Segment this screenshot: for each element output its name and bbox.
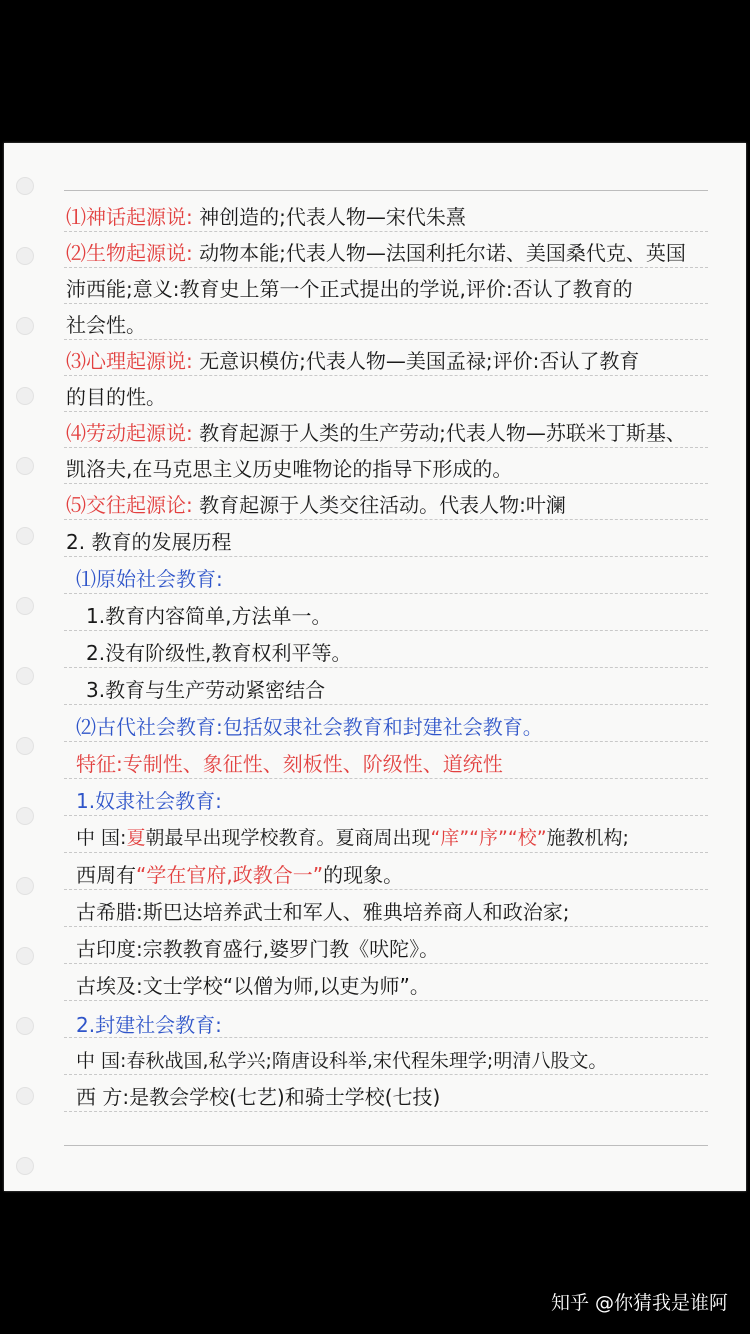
ruled-line — [64, 519, 708, 520]
subsection-heading-slave — [76, 788, 222, 814]
ruled-line — [64, 815, 708, 816]
line-text: 古希腊:斯巴达培养武士和军人、雅典培养商人和政治家; — [76, 900, 570, 924]
heading-label: ⑸交往起源论: — [66, 493, 193, 517]
line-text: 的现象。 — [323, 863, 404, 887]
binder-hole — [16, 667, 34, 685]
line-text: 沛西能;意义:教育史上第一个正式提出的学说,评价:否认了教育的 — [66, 277, 633, 301]
ruled-line — [64, 339, 708, 340]
heading-label: 2.封建社会教育: — [76, 1013, 222, 1037]
list-item — [86, 677, 325, 703]
heading-label: 1.奴隶社会教育: — [76, 789, 222, 813]
ruled-line — [64, 556, 708, 557]
note-line-labor-origin — [66, 420, 686, 446]
line-text: 教育起源于人类交往活动。代表人物:叶澜 — [192, 493, 566, 517]
binder-hole — [16, 177, 34, 195]
heading-label: ⑴原始社会教育: — [76, 567, 223, 591]
ruled-line — [64, 852, 708, 853]
ruled-line — [64, 1074, 708, 1075]
binder-hole — [16, 317, 34, 335]
line-text: 无意识模仿;代表人物—美国孟禄;评价:否认了教育 — [192, 349, 640, 373]
ruled-line — [64, 267, 708, 268]
binder-hole — [16, 877, 34, 895]
note-line — [66, 384, 166, 410]
ruled-line — [64, 593, 708, 594]
heading-label: ⑵古代社会教育:包括奴隶社会教育和封建社会教育。 — [76, 715, 543, 739]
subsection-heading-primitive — [76, 566, 223, 592]
note-line-china-feudal — [76, 1048, 607, 1074]
ruled-line — [64, 704, 708, 705]
line-text: 2. 教育的发展历程 — [66, 530, 232, 554]
binder-hole — [16, 527, 34, 545]
ruled-line — [64, 231, 708, 232]
list-item — [86, 640, 351, 666]
ruled-line — [64, 483, 708, 484]
features-line — [76, 751, 503, 777]
ruled-line — [64, 411, 708, 412]
ruled-line — [64, 447, 708, 448]
note-line-myth-origin — [66, 204, 466, 230]
binder-hole — [16, 807, 34, 825]
note-line — [66, 276, 633, 302]
line-text: 社会性。 — [66, 313, 146, 337]
binder-hole — [16, 1157, 34, 1175]
ruled-line — [64, 667, 708, 668]
heading-label: ⑵生物起源说: — [66, 241, 193, 265]
features-text: 特征:专制性、象征性、刻板性、阶级性、道统性 — [76, 752, 503, 776]
note-line-china-slave — [76, 825, 629, 851]
ruled-line — [64, 741, 708, 742]
line-text: 教育起源于人类的生产劳动;代表人物—苏联米丁斯基、 — [192, 421, 686, 445]
line-text: 朝最早出现学校教育。夏商周出现 — [145, 827, 431, 849]
line-text: 凯洛夫,在马克思主义历史唯物论的指导下形成的。 — [66, 457, 513, 481]
highlight-text: “庠”“序”“校” — [430, 827, 547, 849]
ruled-line — [64, 375, 708, 376]
line-text: 3.教育与生产劳动紧密结合 — [86, 678, 326, 702]
subsection-heading-feudal — [76, 1012, 222, 1038]
watermark: 知乎 @你猜我是谁阿 — [550, 1292, 728, 1314]
highlight-text: 夏 — [126, 827, 146, 849]
heading-label: ⑷劳动起源说: — [66, 421, 193, 445]
binder-hole — [16, 597, 34, 615]
line-text: 的目的性。 — [66, 385, 166, 409]
note-line-west-feudal — [76, 1084, 440, 1110]
line-text: 2.没有阶级性,教育权利平等。 — [86, 641, 352, 665]
ruled-line — [64, 1111, 708, 1112]
ruled-line — [64, 1000, 708, 1001]
binder-hole — [16, 457, 34, 475]
list-item — [86, 603, 331, 629]
binder-hole — [16, 947, 34, 965]
line-text: 古埃及:文士学校“以僧为师,以吏为师”。 — [76, 974, 430, 998]
note-line-bio-origin — [66, 240, 686, 266]
line-text: 神创造的;代表人物—宋代朱熹 — [192, 205, 466, 229]
page-bottom-rule — [64, 1145, 708, 1146]
line-text: 施教机构; — [546, 827, 629, 849]
highlight-text: “学在官府,政教合一” — [136, 863, 324, 887]
line-text: 中 国:春秋战国,私学兴;隋唐设科举,宋代程朱理学;明清八股文。 — [76, 1050, 608, 1072]
binder-hole — [16, 737, 34, 755]
ruled-line — [64, 889, 708, 890]
note-line-egypt — [76, 973, 430, 999]
binder-hole — [16, 387, 34, 405]
note-line-psych-origin — [66, 348, 639, 374]
page-top-rule — [64, 190, 708, 191]
ruled-line — [64, 963, 708, 964]
note-line — [66, 456, 512, 482]
subsection-heading-ancient — [76, 714, 543, 740]
binder-hole — [16, 1017, 34, 1035]
note-line — [76, 862, 403, 888]
line-text: 古印度:宗教教育盛行,婆罗门教《吠陀》。 — [76, 937, 440, 961]
line-text: 1.教育内容简单,方法单一。 — [86, 604, 332, 628]
ruled-line — [64, 630, 708, 631]
line-text: 中 国: — [76, 827, 127, 849]
line-text: 西 方:是教会学校(七艺)和骑士学校(七技) — [76, 1085, 441, 1109]
note-line-greece — [76, 899, 569, 925]
heading-label: ⑶心理起源说: — [66, 349, 193, 373]
heading-label: ⑴神话起源说: — [66, 205, 193, 229]
ruled-line — [64, 778, 708, 779]
binder-hole — [16, 1087, 34, 1105]
note-line-comm-origin — [66, 492, 566, 518]
note-line — [66, 312, 146, 338]
section-heading — [66, 529, 231, 555]
line-text: 动物本能;代表人物—法国利托尔诺、美国桑代克、英国 — [192, 241, 686, 265]
line-text: 西周有 — [76, 863, 136, 887]
ruled-line — [64, 926, 708, 927]
note-line-india — [76, 936, 439, 962]
ruled-line — [64, 303, 708, 304]
binder-hole — [16, 247, 34, 265]
